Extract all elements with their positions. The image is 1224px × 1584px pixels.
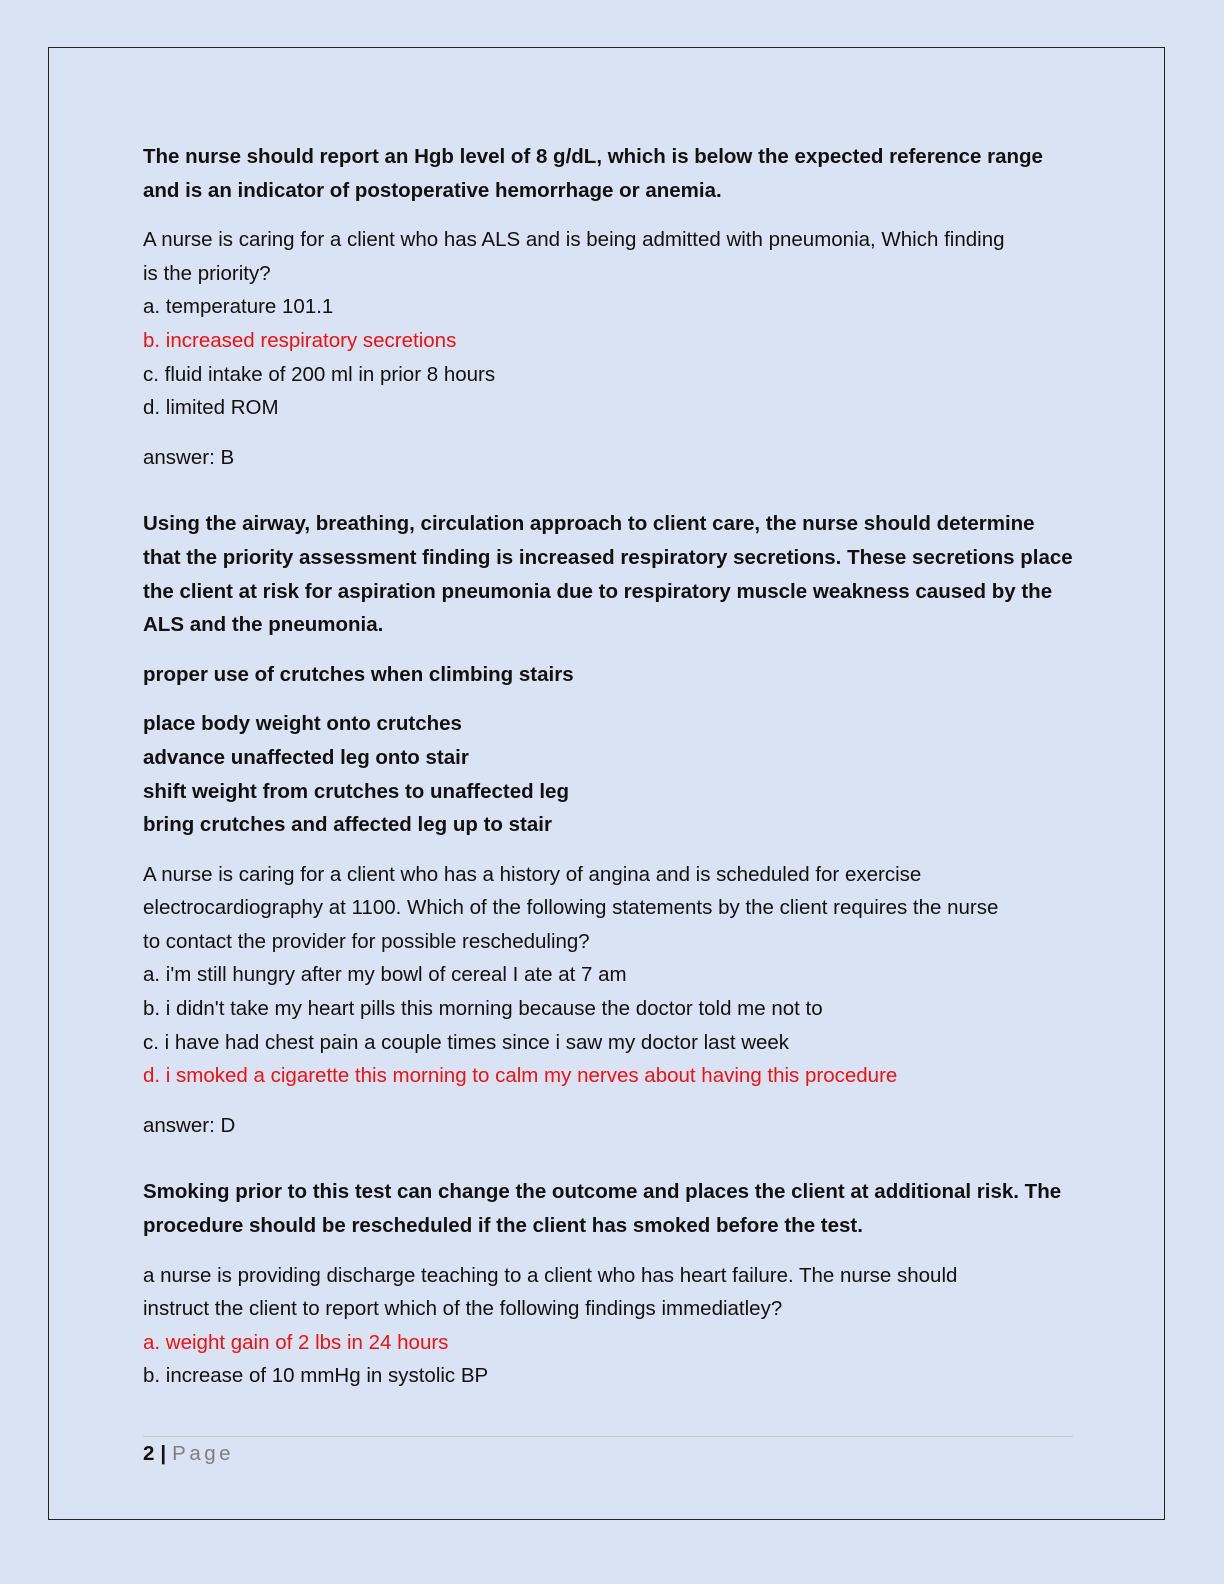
option-c: c. i have had chest pain a couple times since i saw my doctor last week: [143, 1030, 790, 1054]
rationale-smoking: [143, 1175, 1078, 1242]
rationale-hgb: [143, 140, 1078, 207]
text-line: instruct the client to report which of the following findings immediatley?: [143, 1297, 783, 1321]
page-footer: [143, 1440, 234, 1468]
question-heart-failure: [143, 1259, 1078, 1393]
text-line: procedure should be rescheduled if the client has smoked before the test.: [143, 1214, 863, 1238]
option-a-correct: a. weight gain of 2 lbs in 24 hours: [143, 1330, 449, 1354]
text-line: A nurse is caring for a client who has ALS and is being admitted with pneumonia, Which finding: [143, 228, 1005, 252]
step-item: advance unaffected leg onto stair: [143, 745, 469, 769]
text-line: a nurse is providing discharge teaching to a client who has heart failure. The nurse should: [143, 1263, 958, 1287]
option-d: d. limited ROM: [143, 396, 279, 420]
text-line: to contact the provider for possible rescheduling?: [143, 929, 590, 953]
text-line: ALS and the pneumonia.: [143, 613, 384, 637]
document-body: [143, 140, 1078, 1393]
option-b: b. i didn't take my heart pills this morning because the doctor told me not to: [143, 997, 823, 1021]
footer-divider: [143, 1436, 1073, 1437]
text-line: the client at risk for aspiration pneumonia due to respiratory muscle weakness caused by the: [143, 579, 1053, 603]
text-line: Smoking prior to this test can change the outcome and places the client at additional risk. The: [143, 1180, 1062, 1204]
question-angina: [143, 858, 1078, 1093]
text-line: electrocardiography at 1100. Which of the following statements by the client requires the nurse: [143, 896, 999, 920]
text-line: The nurse should report an Hgb level of 8 g/dL, which is below the expected reference range: [143, 145, 1043, 168]
text-line: that the priority assessment finding is increased respiratory secretions. These secretions place: [143, 545, 1073, 569]
option-d-correct: d. i smoked a cigarette this morning to calm my nerves about having this procedure: [143, 1064, 898, 1088]
step-item: place body weight onto crutches: [143, 712, 462, 736]
step-item: bring crutches and affected leg up to stair: [143, 813, 552, 837]
answer-als: answer: B: [143, 445, 235, 469]
question-als: [143, 223, 1078, 425]
option-c: c. fluid intake of 200 ml in prior 8 hours: [143, 362, 496, 386]
option-b-correct: b. increased respiratory secretions: [143, 328, 457, 352]
crutches-heading: proper use of crutches when climbing stairs: [143, 662, 574, 686]
option-a: a. i'm still hungry after my bowl of cereal I ate at 7 am: [143, 963, 627, 987]
step-item: shift weight from crutches to unaffected leg: [143, 779, 569, 803]
option-b: b. increase of 10 mmHg in systolic BP: [143, 1364, 489, 1388]
footer-separator: |: [160, 1442, 167, 1465]
option-a: a. temperature 101.1: [143, 295, 334, 319]
page-number: 2: [143, 1442, 155, 1465]
rationale-als: [143, 507, 1078, 641]
answer-angina: answer: D: [143, 1113, 236, 1137]
text-line: A nurse is caring for a client who has a history of angina and is scheduled for exercise: [143, 862, 922, 886]
text-line: Using the airway, breathing, circulation approach to client care, the nurse should determine: [143, 512, 1035, 536]
page-label: Page: [172, 1442, 235, 1465]
crutches-steps: [143, 707, 1078, 841]
text-line: is the priority?: [143, 261, 271, 285]
text-line: and is an indicator of postoperative hemorrhage or anemia.: [143, 178, 722, 202]
